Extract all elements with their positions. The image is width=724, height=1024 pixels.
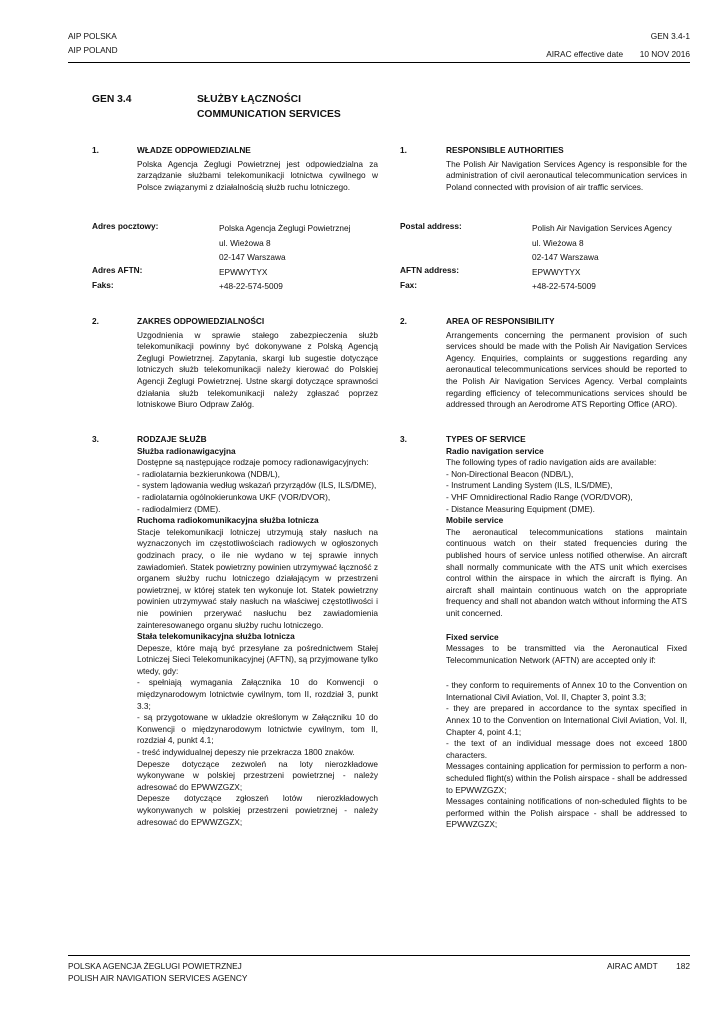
s2-num-en: 2. xyxy=(400,316,407,326)
list-item: - the text of an individual message does not exceed 1800 characters. xyxy=(446,738,687,760)
footer-agency-en: POLISH AIR NAVIGATION SERVICES AGENCY xyxy=(68,973,248,983)
s3-en-radio-heading: Radio navigation service xyxy=(446,445,544,456)
pl-address-line3: 02-147 Warszawa xyxy=(219,252,286,263)
list-item: - spełniają wymagania Załącznika 10 do Konwencji o międzynarodowym lotnictwie cywilnym, tom II, rozdział 3, punkt 3.3; xyxy=(137,677,378,711)
page-title xyxy=(197,92,341,122)
en-address-line2: ul. Wieżowa 8 xyxy=(532,237,584,248)
list-item: - są przygotowane w układzie określonym w Załączniku 10 do Konwencji o międzynarodowym lotnictwie cywilnym, tom II, rozdział 4, punkt 4.1; xyxy=(137,712,378,746)
s2-pl-text: Uzgodnienia w sprawie stałego zabezpieczenia służb telekomunikacji powinny być dokonywane z Polską Agencją Żeglugi Powietrznej. Zapytania, skargi lub sugestie dotyczące lotniczych służb telekomunikacji należy kierować do Polskiej Agencji Żeglugi Powietrznej. Ustne skargi dotyczące sprawności działania służb telekomunikacji należy zgłaszać poprzez lotniskowe Biuro Odpraw Załóg. xyxy=(137,329,378,410)
footer-rule xyxy=(68,955,690,956)
en-aftn-value: EPWWYTYX xyxy=(532,266,581,277)
pl-address-line2: ul. Wieżowa 8 xyxy=(219,237,271,248)
s3-pl-fixed-note1: Depesze dotyczące zezwoleń na loty nierozkładowe wykonywane w polskiej przestrzeni powietrznej - należy adresować do EPWWZGZX; xyxy=(137,758,378,792)
pl-address-line1: Polska Agencja Żeglugi Powietrznej xyxy=(219,223,351,233)
footer-amdt: AIRAC AMDT xyxy=(606,961,658,971)
s1-pl-heading: WŁADZE ODPOWIEDZIALNE xyxy=(137,145,251,155)
s2-en-heading: AREA OF RESPONSIBILITY xyxy=(446,316,555,326)
header-aip-polska: AIP POLSKA xyxy=(68,31,117,41)
pl-fax-value: +48-22-574-5009 xyxy=(219,281,283,292)
pl-aftn-label: Adres AFTN: xyxy=(92,265,143,275)
s3-pl-mobile-heading: Ruchoma radiokomunikacyjna służba lotnicza xyxy=(137,515,319,526)
pl-aftn-value: EPWWYTYX xyxy=(219,266,268,277)
s1-en-text: The Polish Air Navigation Services Agency is responsible for the administration of civil aeronautical telecommunication services in Poland connected with provision of air traffic services. xyxy=(446,158,687,192)
title-en: COMMUNICATION SERVICES xyxy=(197,109,341,120)
header-left xyxy=(68,30,118,56)
s3-en-fixed-intro: Messages to be transmitted via the Aeronautical Fixed Telecommunication Network (AFTN) are accepted only if: xyxy=(446,643,687,665)
list-item: - radiodalmierz (DME). xyxy=(137,503,221,514)
effective-date: 10 NOV 2016 xyxy=(639,49,690,59)
s1-pl-text: Polska Agencja Żeglugi Powietrznej jest odpowiedzialna za zarządzanie służbami telekomunikacji lotnictwa cywilnego w Polsce związanymi z działalnością służb ruchu lotniczego. xyxy=(137,158,378,192)
s3-en-heading: TYPES OF SERVICE xyxy=(446,434,526,444)
footer-agency-pl: POLSKA AGENCJA ŻEGLUGI POWIETRZNEJ xyxy=(68,961,242,971)
s2-pl xyxy=(137,316,378,411)
s1-pl xyxy=(137,145,378,193)
en-address xyxy=(532,221,672,294)
title-pl: SŁUŻBY ŁĄCZNOŚCI xyxy=(197,94,301,105)
s1-num-pl: 1. xyxy=(92,145,99,155)
en-fax-label: Fax: xyxy=(400,280,418,290)
s3-pl-fixed-intro: Depesze, które mają być przesyłane za pośrednictwem Stałej Lotniczej Sieci Telekomunikacyjnej (AFTN), są przyjmowane tylko wtedy, gdy: xyxy=(137,642,378,676)
s3-en-fixed-heading: Fixed service xyxy=(446,631,499,642)
s3-num-en: 3. xyxy=(400,434,407,444)
s3-en-mobile-heading: Mobile service xyxy=(446,515,504,526)
s2-en xyxy=(446,316,687,411)
footer-left xyxy=(68,960,247,984)
list-item: - they conform to requirements of Annex 10 to the Convention on International Civil Aviation, Vol. II, Chapter 3, point 3.3; xyxy=(446,680,687,702)
s3-pl-radio-intro: Dostępne są następujące rodzaje pomocy radionawigacyjnych: xyxy=(137,457,369,468)
s3-pl-radio-heading: Służba radionawigacyjna xyxy=(137,445,236,456)
s2-en-text: Arrangements concerning the permanent provision of such services should be made with the Polish Air Navigation Services Agency. Enquiries, complaints or suggestions regarding any aeronautical telecommunications services should be reported to the Polish Air Navigation Services Agency. Verbal complaints regarding efficiency of telecommunications services should be addressed through an Aerodrome ATS Reporting Office (ARO). xyxy=(446,329,687,410)
s3-pl-fixed-note2: Depesze dotyczące zgłoszeń lotów nierozkładowych wykonywanych w polskiej przestrzeni powietrznej - należy adresować do EPWWZGZX; xyxy=(137,793,378,827)
s3-en-mobile-text: The aeronautical telecommunications stations maintain continuous watch on their stated frequencies during the published hours of service unless notified otherwise. An aircraft shall normally communicate with the ATS unit which exercises control within the airspace in which the aircraft is flying. An aircraft shall maintain continuous watch on the appropriate frequency and shall not abandon watch without informing the ATS unit concerned. xyxy=(446,526,687,618)
s3-pl-fixed-heading: Stała telekomunikacyjna służba lotnicza xyxy=(137,631,295,642)
footer-amdt-number: 182 xyxy=(676,961,690,971)
list-item: - VHF Omnidirectional Radio Range (VOR/DVOR), xyxy=(446,491,633,502)
s1-en xyxy=(446,145,687,193)
header-aip-poland: AIP POLAND xyxy=(68,45,118,55)
en-address-line1: Polish Air Navigation Services Agency xyxy=(532,223,672,233)
s2-pl-heading: ZAKRES ODPOWIEDZIALNOŚCI xyxy=(137,316,265,326)
list-item: - radiolatarnia bezkierunkowa (NDB/L), xyxy=(137,468,280,479)
s3-en-fixed-note1: Messages containing application for permission to perform a non-scheduled flight(s) within the Polish airspace - shall be addressed to EPWWZGZX; xyxy=(446,761,687,795)
list-item: - they are prepared in accordance to the syntax specified in Annex 10 to the Convention on International Civil Aviation, Vol. II, Chapter 4, point 4.1; xyxy=(446,703,687,737)
s3-en xyxy=(446,434,687,831)
s3-en-radio-intro: The following types of radio navigation aids are available: xyxy=(446,457,657,468)
s3-pl-mobile-text: Stacje telekomunikacji lotniczej utrzymują stały nasłuch na wyznaczonych im częstotliwościach radiowych w ogłoszonych godzinach pracy, o ile nie wydano w tej sprawie innych zawiadomień. Statek powietrzny powinien utrzymywać łączność z organem służby ruchu lotniczego działającym w przestrzeni powietrznej, w której statek ten wykonuje lot. Statek powietrzny powinien utrzymywać stały nasłuch na właściwej częstotliwości i nie powinien przerywać nasłuchu bez zawiadomienia zainteresowanego organu służby ruchu lotniczego. xyxy=(137,526,378,630)
s1-num-en: 1. xyxy=(400,145,407,155)
s3-en-fixed-note2: Messages containing notifications of non-scheduled flights to be performed within the Polish airspace - shall be addressed to EPWWZGZX; xyxy=(446,796,687,830)
footer-right xyxy=(607,960,690,972)
s2-num-pl: 2. xyxy=(92,316,99,326)
pl-fax-label: Faks: xyxy=(92,280,114,290)
s3-pl xyxy=(137,434,378,828)
s3-num-pl: 3. xyxy=(92,434,99,444)
list-item: - Non-Directional Beacon (NDB/L), xyxy=(446,468,574,479)
pl-address xyxy=(219,221,350,294)
en-postal-label: Postal address: xyxy=(400,221,462,231)
list-item: - Distance Measuring Equipment (DME). xyxy=(446,503,595,514)
list-item: - treść indywidualnej depeszy nie przekracza 1800 znaków. xyxy=(137,747,355,758)
effective-label: AIRAC effective date xyxy=(546,49,624,59)
effective-date-line xyxy=(546,48,690,60)
pl-postal-label: Adres pocztowy: xyxy=(92,221,159,231)
header-rule xyxy=(68,62,690,63)
list-item: - Instrument Landing System (ILS, ILS/DME), xyxy=(446,480,613,491)
en-fax-value: +48-22-574-5009 xyxy=(532,281,596,292)
page-code: GEN 3.4-1 xyxy=(650,31,690,41)
list-item: - system lądowania według wskazań przyrządów (ILS, ILS/DME), xyxy=(137,480,377,491)
section-code: GEN 3.4 xyxy=(92,94,132,105)
s1-en-heading: RESPONSIBLE AUTHORITIES xyxy=(446,145,564,155)
en-address-line3: 02-147 Warszawa xyxy=(532,252,599,263)
en-aftn-label: AFTN address: xyxy=(400,265,460,275)
list-item: - radiolatarnia ogólnokierunkowa UKF (VOR/DVOR), xyxy=(137,491,331,502)
s3-pl-heading: RODZAJE SŁUŻB xyxy=(137,434,207,444)
